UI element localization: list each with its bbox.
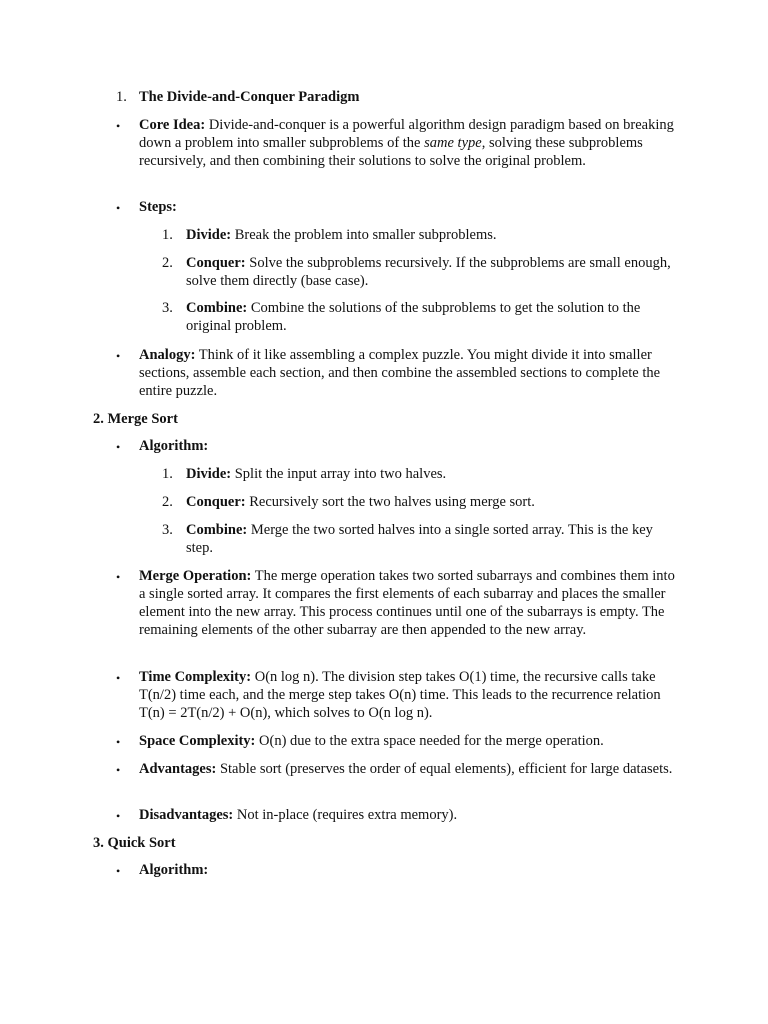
core-idea-text-before: Divide-and-conquer is a powerful algorithm design paradigm based on breaking down a problem into smaller subproblems of the [139,117,674,151]
section-1-title: The Divide-and-Conquer Paradigm [139,89,360,105]
s1-step-1-text [186,226,678,244]
space-complexity-text [139,732,679,750]
core-idea-label: Core Idea: [139,117,206,133]
s1-step-1-number: 1. [162,227,173,243]
bullet-icon: • [116,809,121,823]
bullet-icon: • [116,440,121,454]
analogy-label: Analogy: [139,347,196,363]
steps-label: Steps: [139,199,177,215]
s1-step-2-body: Solve the subproblems recursively. If the subproblems are small enough, solve them directly (base case). [186,255,671,289]
s1-step-3-number: 3. [162,300,173,316]
bullet-icon: • [116,735,121,749]
s2-step-2-label: Conquer: [186,494,246,510]
core-idea-text [139,116,679,170]
s2-step-3-label: Combine: [186,522,248,538]
merge-operation-text [139,567,679,639]
s1-step-1-label: Divide: [186,227,232,243]
s2-step-1-label: Divide: [186,466,232,482]
s1-step-2-label: Conquer: [186,255,246,271]
section-1-number: 1. [116,89,127,105]
space-complexity-body: O(n) due to the extra space needed for the merge operation. [255,733,604,749]
bullet-icon: • [116,349,121,363]
s1-step-3-body: Combine the solutions of the subproblems to get the solution to the original problem. [186,300,641,334]
s2-step-2-number: 2. [162,494,173,510]
section-3-heading: 3. Quick Sort [93,835,176,851]
core-idea-text-after: , solving these subproblems recursively, and then combining their solutions to solve the original problem. [139,135,643,169]
merge-operation-label: Merge Operation: [139,568,252,584]
s3-algorithm-label: Algorithm: [139,862,209,878]
core-idea-emphasis: same type [424,135,482,151]
s2-step-3-body: Merge the two sorted halves into a single sorted array. This is the key step. [186,522,653,556]
bullet-icon: • [116,671,121,685]
time-complexity-label: Time Complexity: [139,669,252,685]
s2-step-3-text [186,521,678,557]
disadvantages-body: Not in-place (requires extra memory). [233,807,458,823]
bullet-icon: • [116,570,121,584]
time-complexity-body: O(n log n). The division step takes O(1) time, the recursive calls take T(n/2) time each, and the merge step takes O(n) time. This leads to the recurrence relation T(n) = 2T(n/2) + O(n), which solves to O(n log n). [139,669,661,721]
s2-step-1-text [186,465,678,483]
bullet-icon: • [116,763,121,777]
s1-step-1-body: Break the problem into smaller subproblems. [231,227,497,243]
s2-algorithm-label: Algorithm: [139,438,209,454]
s1-step-3-text [186,299,678,335]
s1-step-2-number: 2. [162,255,173,271]
time-complexity-text [139,668,679,722]
advantages-body: Stable sort (preserves the order of equal elements), efficient for large datasets. [216,761,673,777]
section-2-heading: 2. Merge Sort [93,411,178,427]
s2-step-3-number: 3. [162,522,173,538]
disadvantages-text [139,806,679,824]
advantages-text [139,760,679,778]
s1-step-3-label: Combine: [186,300,248,316]
s2-step-2-text [186,493,678,511]
s2-step-1-number: 1. [162,466,173,482]
analogy-body: Think of it like assembling a complex puzzle. You might divide it into smaller sections, assemble each section, and then combine the assembled sections to complete the entire puzzle. [139,347,661,399]
s1-step-2-text [186,254,678,290]
s2-step-2-body: Recursively sort the two halves using merge sort. [245,494,535,510]
disadvantages-label: Disadvantages: [139,807,234,823]
bullet-icon: • [116,201,121,215]
s2-step-1-body: Split the input array into two halves. [231,466,447,482]
merge-operation-body: The merge operation takes two sorted subarrays and combines them into a single sorted array. It compares the first elements of each subarray and places the smaller element into the new array. This process continues until one of the subarrays is empty. The remaining elements of the other subarray are then appended to the new array. [139,568,675,638]
analogy-text [139,346,679,400]
bullet-icon: • [116,119,121,133]
space-complexity-label: Space Complexity: [139,733,256,749]
advantages-label: Advantages: [139,761,217,777]
bullet-icon: • [116,864,121,878]
